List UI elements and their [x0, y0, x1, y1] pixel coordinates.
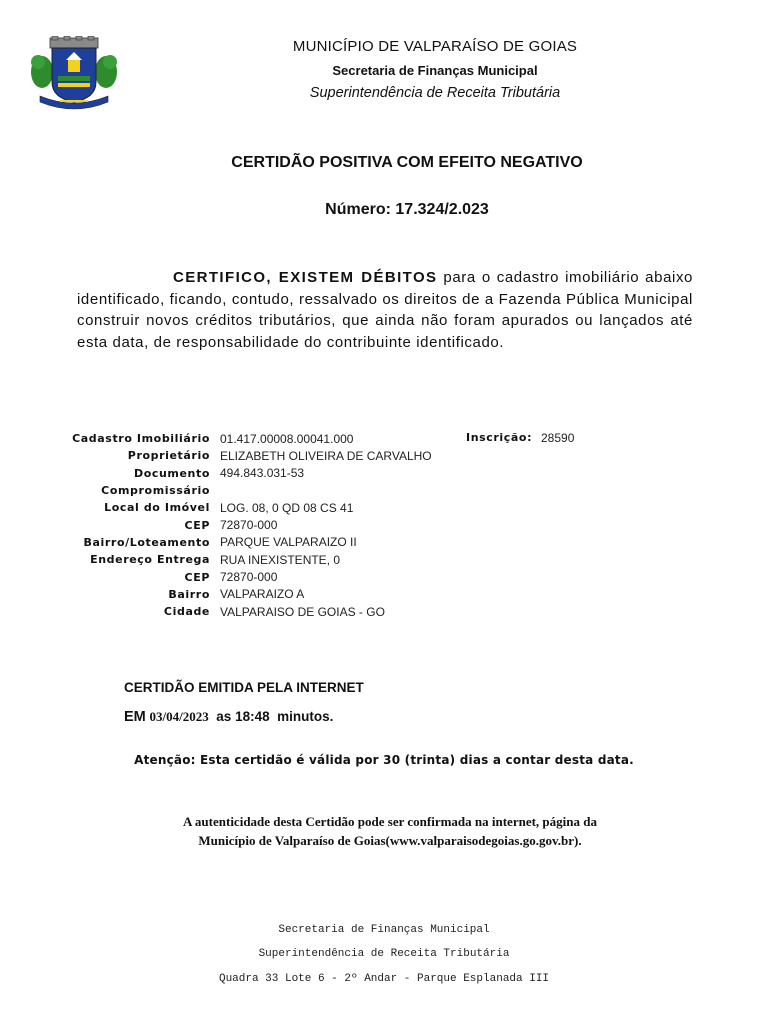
inscricao-label: Inscrição:	[466, 431, 533, 444]
field-label: Bairro/Loteamento	[83, 535, 210, 549]
authenticity-line-2: Município de Valparaíso de Goias(www.valparaisodegoias.go.gov.br).	[198, 833, 582, 848]
property-data-table	[40, 430, 432, 620]
field-value: VALPARAISO DE GOIAS - GO	[220, 604, 385, 619]
field-value: 72870-000	[220, 518, 278, 533]
table-row	[40, 447, 432, 464]
emission-date: 03/04/2023	[149, 709, 209, 724]
field-label: Local do Imóvel	[104, 501, 210, 515]
emission-line: CERTIDÃO EMITIDA PELA INTERNET	[124, 680, 364, 695]
field-value: PARQUE VALPARAIZO II	[220, 535, 357, 550]
field-label: Endereço Entrega	[90, 553, 210, 567]
table-row	[40, 586, 432, 603]
field-label: Cidade	[163, 605, 210, 619]
field-value: VALPARAIZO A	[220, 587, 305, 602]
table-row	[40, 430, 432, 447]
emission-datetime	[124, 709, 333, 725]
field-label: Bairro	[168, 587, 210, 601]
field-label: Cadastro Imobiliário	[72, 432, 210, 446]
table-row	[40, 534, 432, 551]
emission-em: EM	[124, 709, 146, 725]
certificate-lead: CERTIFICO, EXISTEM DÉBITOS	[173, 269, 438, 286]
validity-notice: Atenção: Esta certidão é válida por 30 (trinta) dias a contar desta data.	[134, 753, 634, 767]
field-value: ELIZABETH OLIVEIRA DE CARVALHO	[220, 448, 432, 463]
table-row	[40, 482, 432, 499]
field-value: RUA INEXISTENTE, 0	[220, 552, 341, 567]
certificate-title: CERTIDÃO POSITIVA COM EFEITO NEGATIVO	[231, 154, 583, 171]
secretariat-name: Secretaria de Finanças Municipal	[332, 63, 538, 78]
table-row	[40, 516, 432, 533]
field-label: Documento	[133, 466, 210, 480]
municipal-coat-of-arms-icon	[30, 36, 118, 110]
table-row	[40, 551, 432, 568]
table-row	[40, 603, 432, 620]
municipality-name: MUNICÍPIO DE VALPARAÍSO DE GOIAS	[292, 38, 578, 55]
emission-minutes: minutos.	[277, 709, 334, 724]
certificate-number	[0, 201, 768, 219]
footer-secretariat: Secretaria de Finanças Municipal	[278, 924, 490, 936]
certificate-number-value: 17.324/2.023	[395, 201, 489, 218]
certificate-number-label: Número:	[325, 201, 391, 218]
superintendence-name: Superintendência de Receita Tributária	[309, 85, 561, 101]
inscricao-value: 28590	[541, 431, 575, 445]
field-label: Proprietário	[127, 449, 210, 463]
footer-superintendence: Superintendência de Receita Tributária	[258, 948, 510, 960]
field-label: CEP	[184, 570, 210, 584]
certificate-body	[77, 267, 693, 353]
table-row	[40, 499, 432, 516]
table-row	[40, 465, 432, 482]
emission-time: 18:48	[235, 709, 270, 724]
footer-address: Quadra 33 Lote 6 - 2º Andar - Parque Esplanada III	[218, 973, 550, 985]
field-label: Compromissário	[101, 484, 210, 498]
authenticity-notice	[150, 812, 630, 850]
field-value: 72870-000	[220, 570, 278, 585]
field-value: 494.843.031-53	[220, 466, 305, 481]
table-row	[40, 568, 432, 585]
authenticity-line-1: A autenticidade desta Certidão pode ser confirmada na internet, página da	[183, 814, 597, 829]
field-value: 01.417.00008.00041.000	[220, 431, 354, 446]
field-value: LOG. 08, 0 QD 08 CS 41	[220, 500, 354, 515]
field-label: CEP	[184, 518, 210, 532]
emission-as: as	[216, 709, 232, 724]
certificate-text: para o cadastro imobiliário abaixo identificado, ficando, contudo, ressalvado os direitos de a Fazenda Pública Municipal construir novos créditos tributários, que ainda não foram apurados ou lançados até esta data, de responsabilidade do contribuinte identificado.	[77, 269, 693, 351]
